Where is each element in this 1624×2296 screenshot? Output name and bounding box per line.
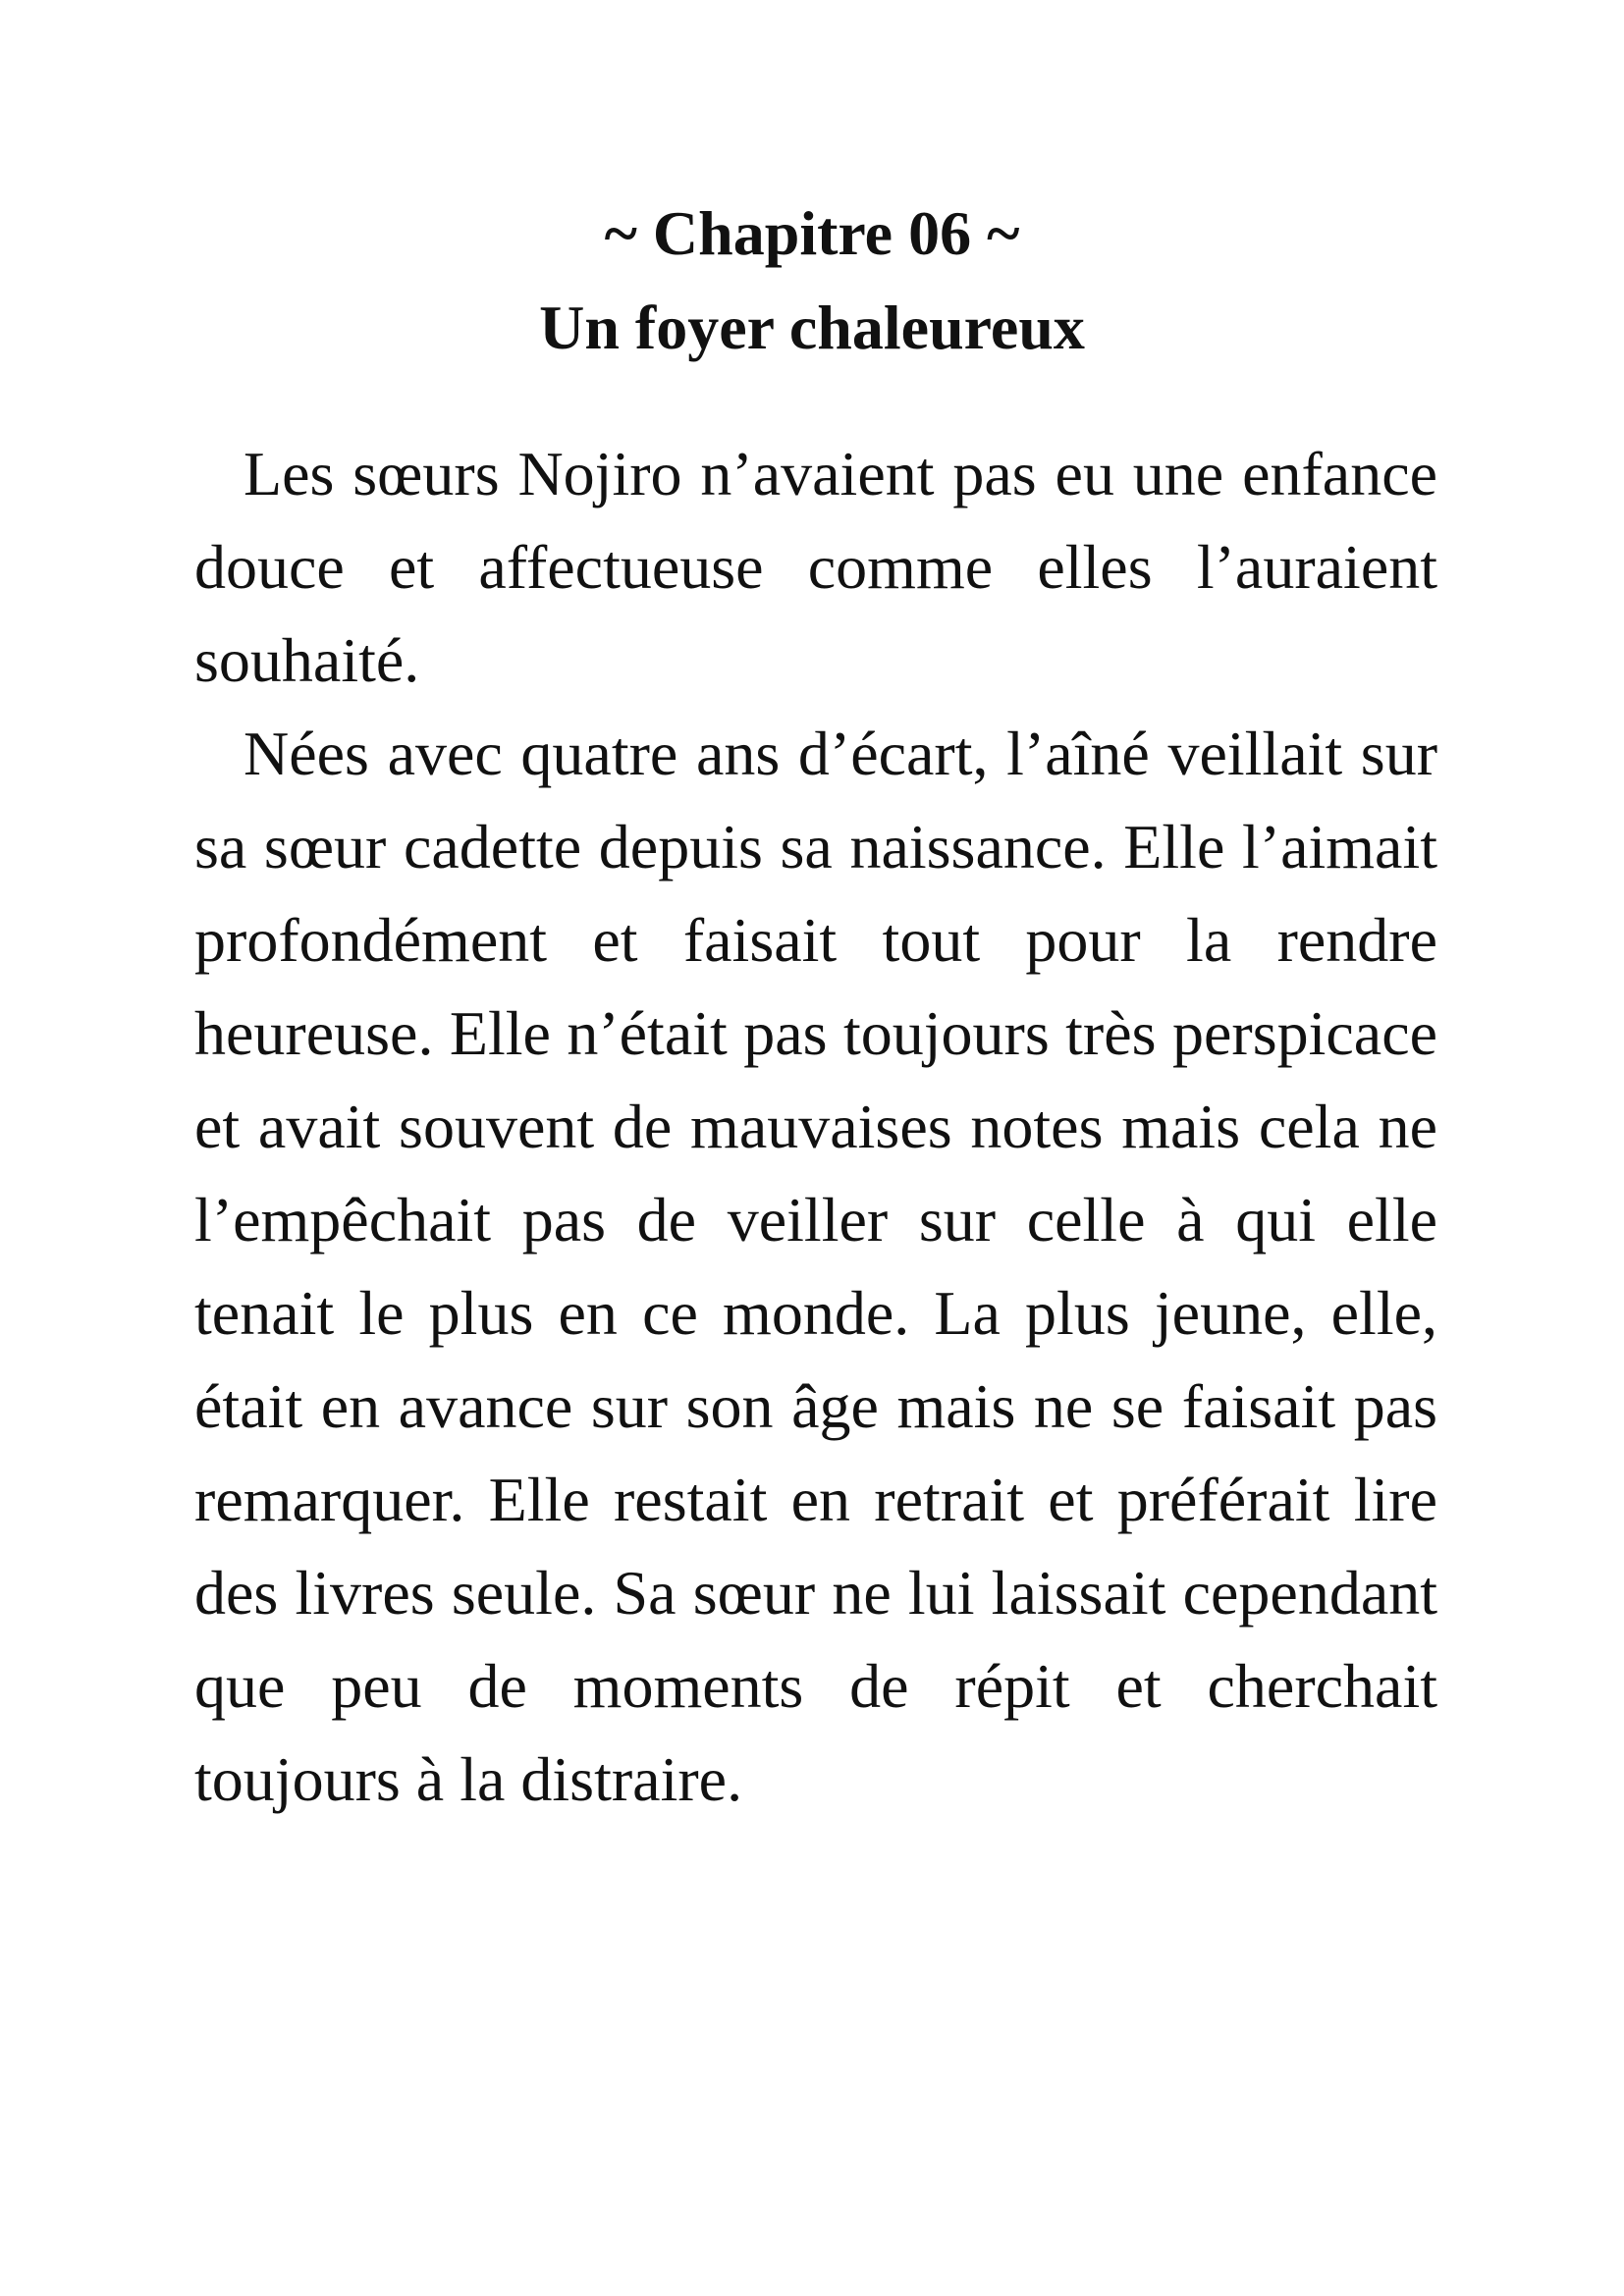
paragraph: Nées avec quatre ans d’écart, l’aîné veillait sur sa sœur cadette depuis sa naissance. Elle l’aimait profondément et faisait tout pour la rendre heureuse. Elle n’était pas toujours très perspicace et avait souvent de mauvaises notes mais cela ne l’empêchait pas de veiller sur celle à qui elle tenait le plus en ce monde. La plus jeune, elle, était en avance sur son âge mais ne se faisait pas remarquer. Elle restait en retrait et préférait lire des livres seule. Sa sœur ne lui laissait cependant que peu de moments de répit et cherchait toujours à la distraire. (194, 719, 1437, 1814)
paragraph: Les sœurs Nojiro n’avaient pas eu une enfance douce et affectueuse comme elles l’auraient souhaité. (194, 439, 1437, 695)
chapter-heading (0, 187, 1624, 375)
chapter-body (194, 427, 1437, 1826)
chapter-title: Un foyer chaleureux (539, 293, 1085, 362)
chapter-number: ~ Chapitre 06 ~ (604, 198, 1020, 268)
